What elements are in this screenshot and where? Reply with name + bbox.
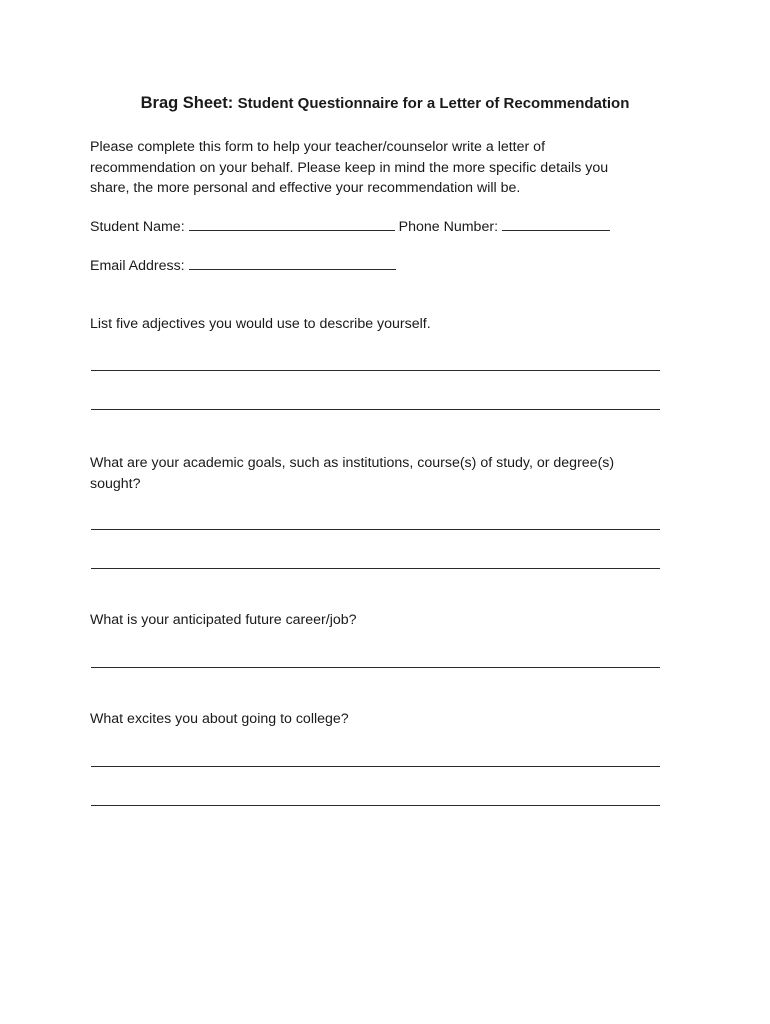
intro-paragraph xyxy=(90,137,670,199)
question-college: What excites you about going to college? xyxy=(90,711,349,727)
question-academic-goals xyxy=(90,453,614,494)
name-phone-row xyxy=(90,217,614,238)
intro-line: share, the more personal and effective your recommendation will be. xyxy=(90,180,521,196)
title-lead: Brag Sheet: xyxy=(140,94,234,112)
phone-number-label: Phone Number: xyxy=(398,219,499,235)
email-address-field[interactable] xyxy=(189,257,396,270)
email-row xyxy=(90,256,400,277)
title-rest: Student Questionnaire for a Letter of Recommendation xyxy=(237,95,630,112)
intro-line: recommendation on your behalf. Please keep in mind the more specific details you xyxy=(90,159,609,176)
answer-line[interactable] xyxy=(91,667,660,668)
student-name-label: Student Name: xyxy=(90,219,185,235)
question-career: What is your anticipated future career/job? xyxy=(90,612,357,628)
answer-line[interactable] xyxy=(91,409,660,410)
question-line: What are your academic goals, such as institutions, course(s) of study, or degree(s) xyxy=(90,455,615,471)
question-adjectives: List five adjectives you would use to describe yourself. xyxy=(90,316,431,332)
question-line: sought? xyxy=(90,475,141,492)
document-title xyxy=(90,94,680,113)
intro-line: Please complete this form to help your teacher/counselor write a letter of xyxy=(90,139,546,155)
email-address-label: Email Address: xyxy=(90,258,185,274)
phone-number-field[interactable] xyxy=(502,218,610,231)
answer-line[interactable] xyxy=(91,529,660,530)
answer-line[interactable] xyxy=(91,370,660,371)
answer-line[interactable] xyxy=(91,766,660,767)
student-name-field[interactable] xyxy=(189,218,395,231)
answer-line[interactable] xyxy=(91,805,660,806)
answer-line[interactable] xyxy=(91,568,660,569)
